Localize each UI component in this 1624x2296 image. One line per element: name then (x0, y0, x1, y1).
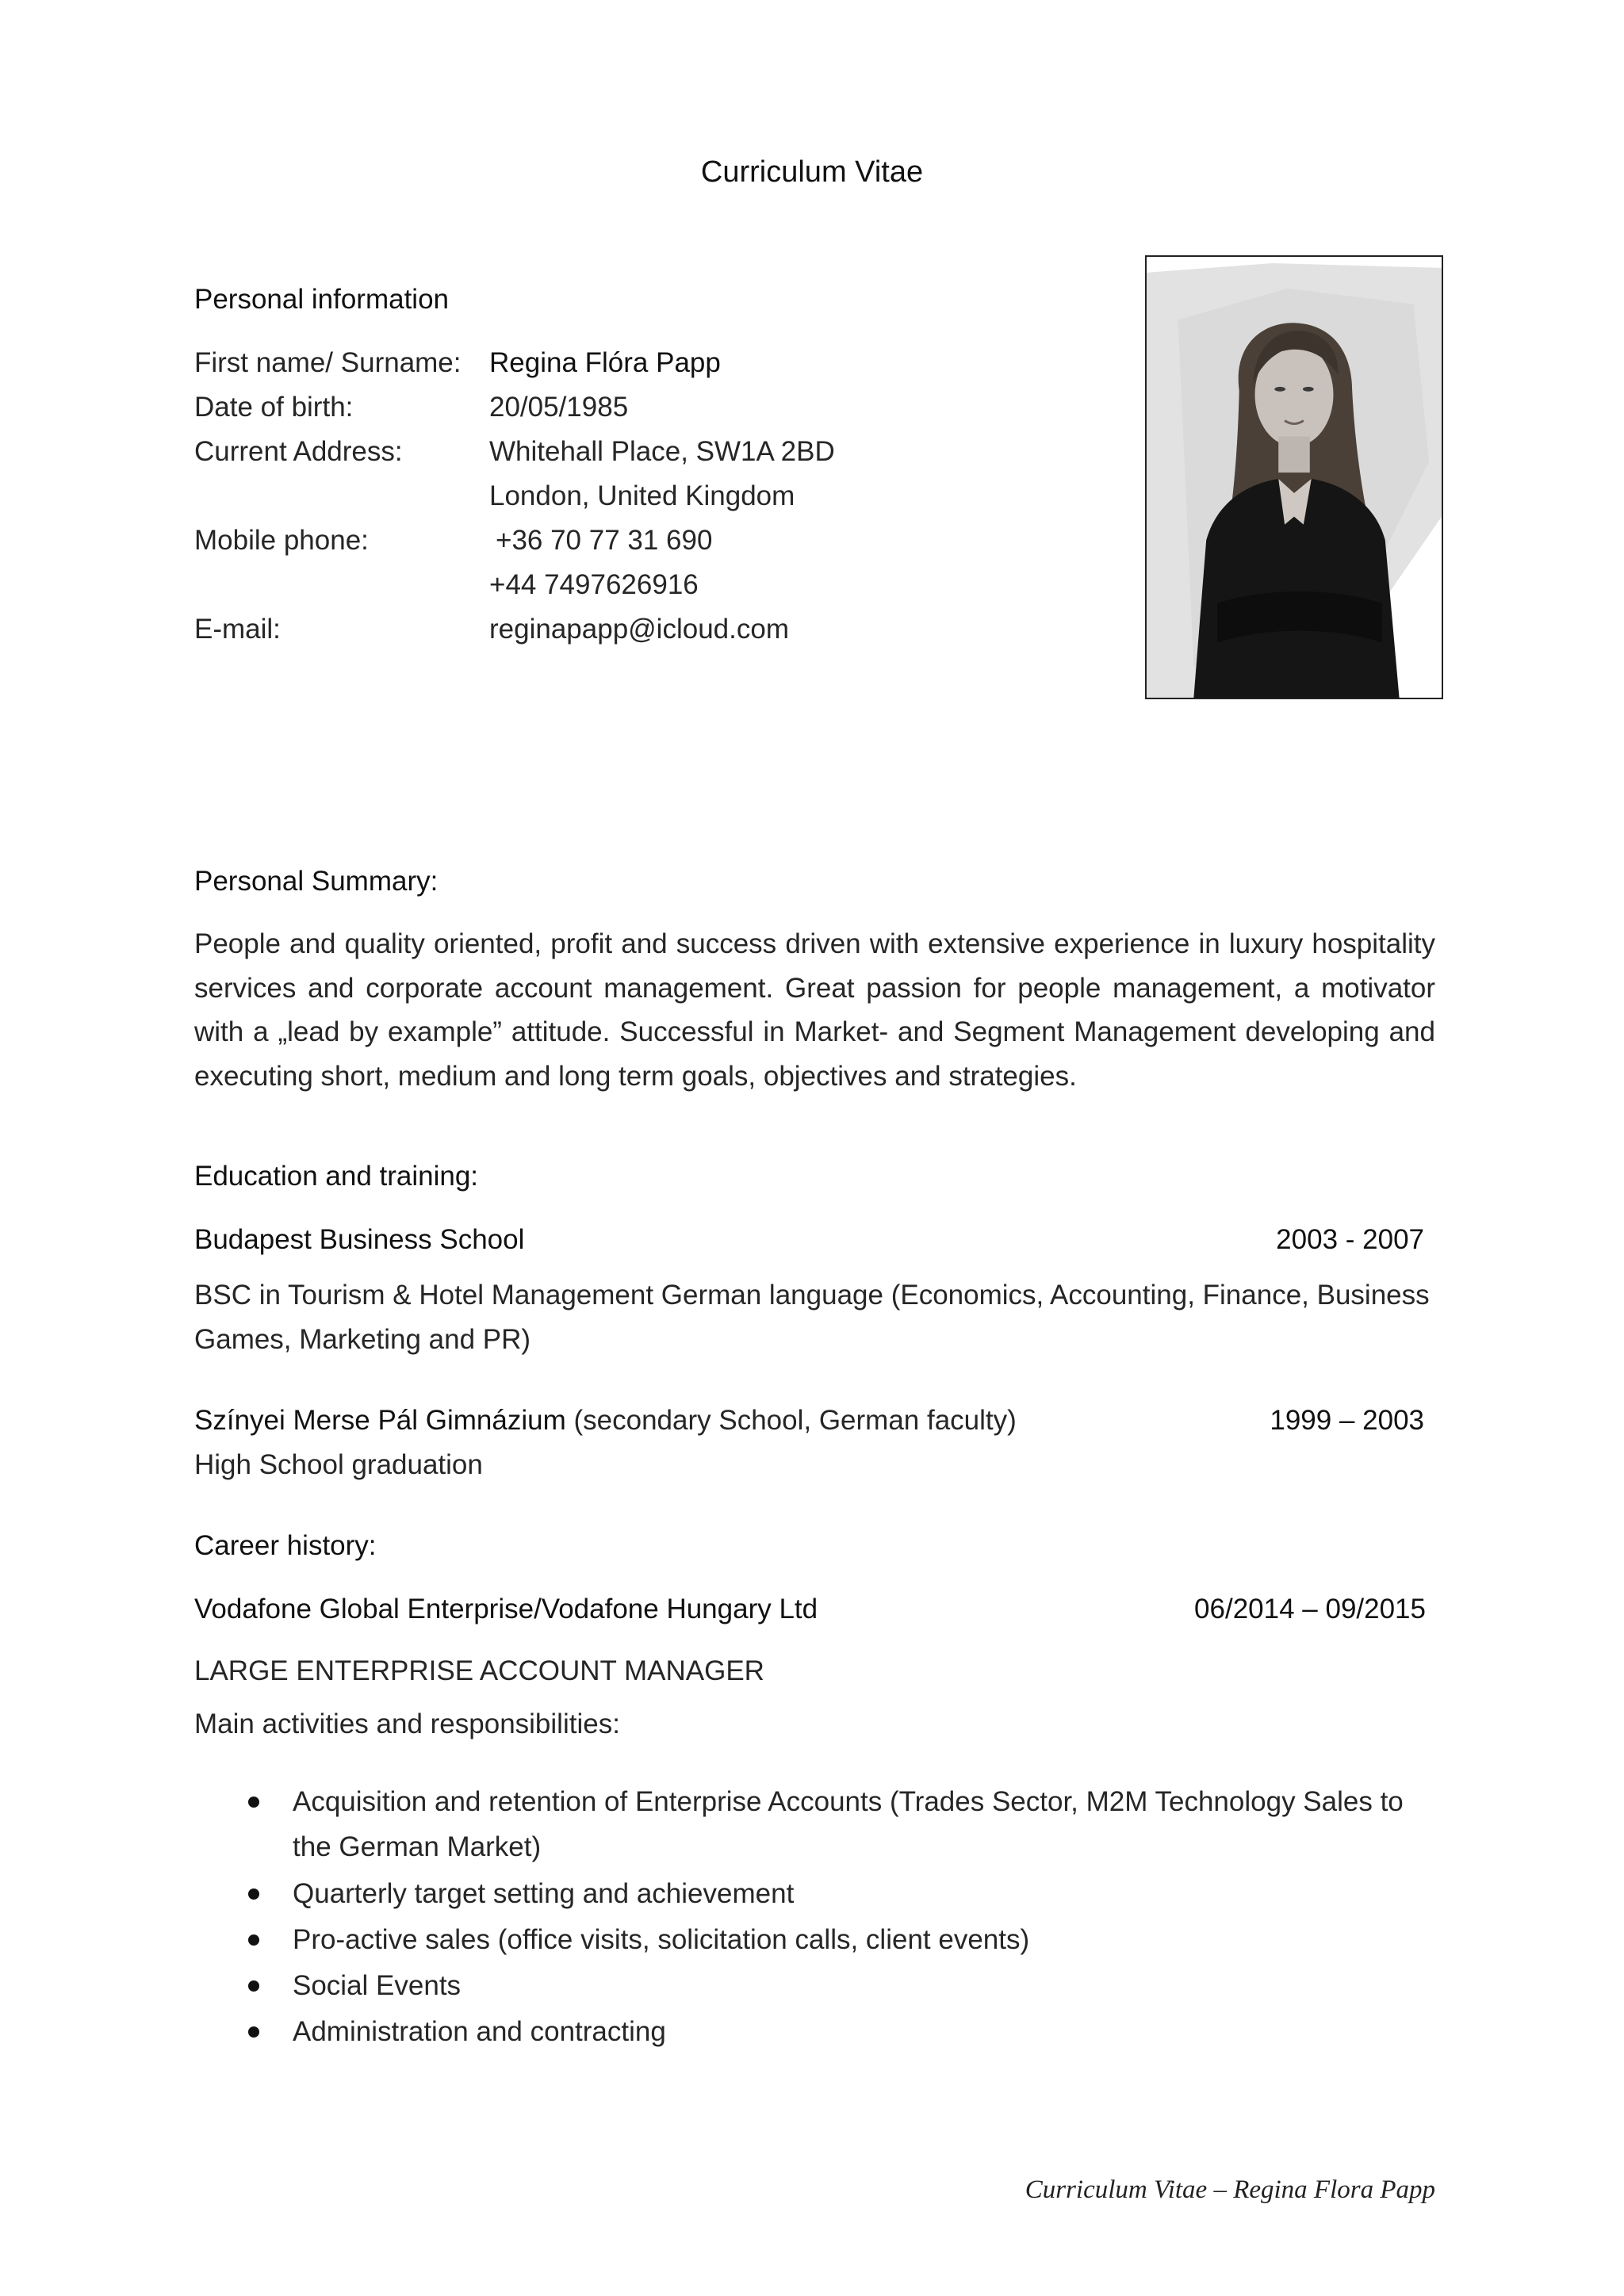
career-position: LARGE ENTERPRISE ACCOUNT MANAGER (194, 1655, 764, 1686)
summary-text: People and quality oriented, profit and success driven with extensive experience in luxury hospitality services and corporate account management. Great passion for people management, a motivator with a „lead by example” attitude. Successful in Market- and Segment Management developing and executing short, medium and long term goals, objectives and strategies. (194, 928, 1435, 1092)
portrait-illustration (1147, 257, 1442, 698)
address-label: Current Address: (194, 436, 403, 467)
career-heading: Career history: (194, 1530, 377, 1561)
dob-value: 20/05/1985 (489, 392, 629, 423)
phone-value-2: +44 7497626916 (489, 569, 699, 600)
list-item-text: Pro-active sales (office visits, solicitation calls, client events) (293, 1924, 1030, 1955)
bullet-icon (248, 1934, 259, 1946)
address-line2: London, United Kingdom (489, 480, 795, 511)
education-institution (194, 1405, 1017, 1437)
education-institution: Budapest Business School (194, 1224, 525, 1255)
education-heading: Education and training: (194, 1161, 479, 1192)
name-label: First name/ Surname: (194, 347, 462, 378)
list-item-text: Administration and contracting (293, 2016, 666, 2047)
list-item-text: Quarterly target setting and achievement (293, 1878, 795, 1909)
education-dates: 1999 – 2003 (1270, 1405, 1424, 1436)
summary-heading: Personal Summary: (194, 866, 439, 897)
profile-photo (1145, 255, 1443, 699)
education-dates: 2003 - 2007 (1276, 1224, 1424, 1255)
list-item-text: Acquisition and retention of Enterprise Accounts (Trades Sector, M2M Technology Sales to the German Market) (293, 1786, 1404, 1862)
list-item-text: Social Events (293, 1970, 462, 2001)
phone-value-1: +36 70 77 31 690 (496, 525, 713, 556)
address-line1: Whitehall Place, SW1A 2BD (489, 436, 835, 467)
email-value: reginapapp@icloud.com (489, 614, 789, 645)
institution-note: (secondary School, German faculty) (565, 1405, 1017, 1436)
responsibilities-label: Main activities and responsibilities: (194, 1709, 620, 1739)
education-detail: BSC in Tourism & Hotel Management German language (Economics, Accounting, Finance, Business Games, Marketing and PR) (194, 1280, 1430, 1355)
career-dates: 06/2014 – 09/2015 (1194, 1594, 1426, 1624)
dob-label: Date of birth: (194, 392, 354, 423)
page-footer: Curriculum Vitae – Regina Flora Papp (1025, 2175, 1435, 2204)
document-title: Curriculum Vitae (700, 155, 924, 189)
name-value: Regina Flóra Papp (489, 347, 721, 378)
list-item (194, 1779, 1435, 1869)
email-label: E-mail: (194, 614, 281, 645)
career-employer: Vodafone Global Enterprise/Vodafone Hungary Ltd (194, 1594, 818, 1624)
education-detail: High School graduation (194, 1449, 483, 1480)
institution-name: Színyei Merse Pál Gimnázium (194, 1405, 566, 1436)
bullet-icon (248, 2026, 259, 2038)
personal-info-heading: Personal information (194, 284, 449, 315)
bullet-icon (248, 1888, 259, 1900)
bullet-icon (248, 1980, 259, 1992)
bullet-icon (248, 1797, 259, 1808)
phone-label: Mobile phone: (194, 525, 369, 556)
